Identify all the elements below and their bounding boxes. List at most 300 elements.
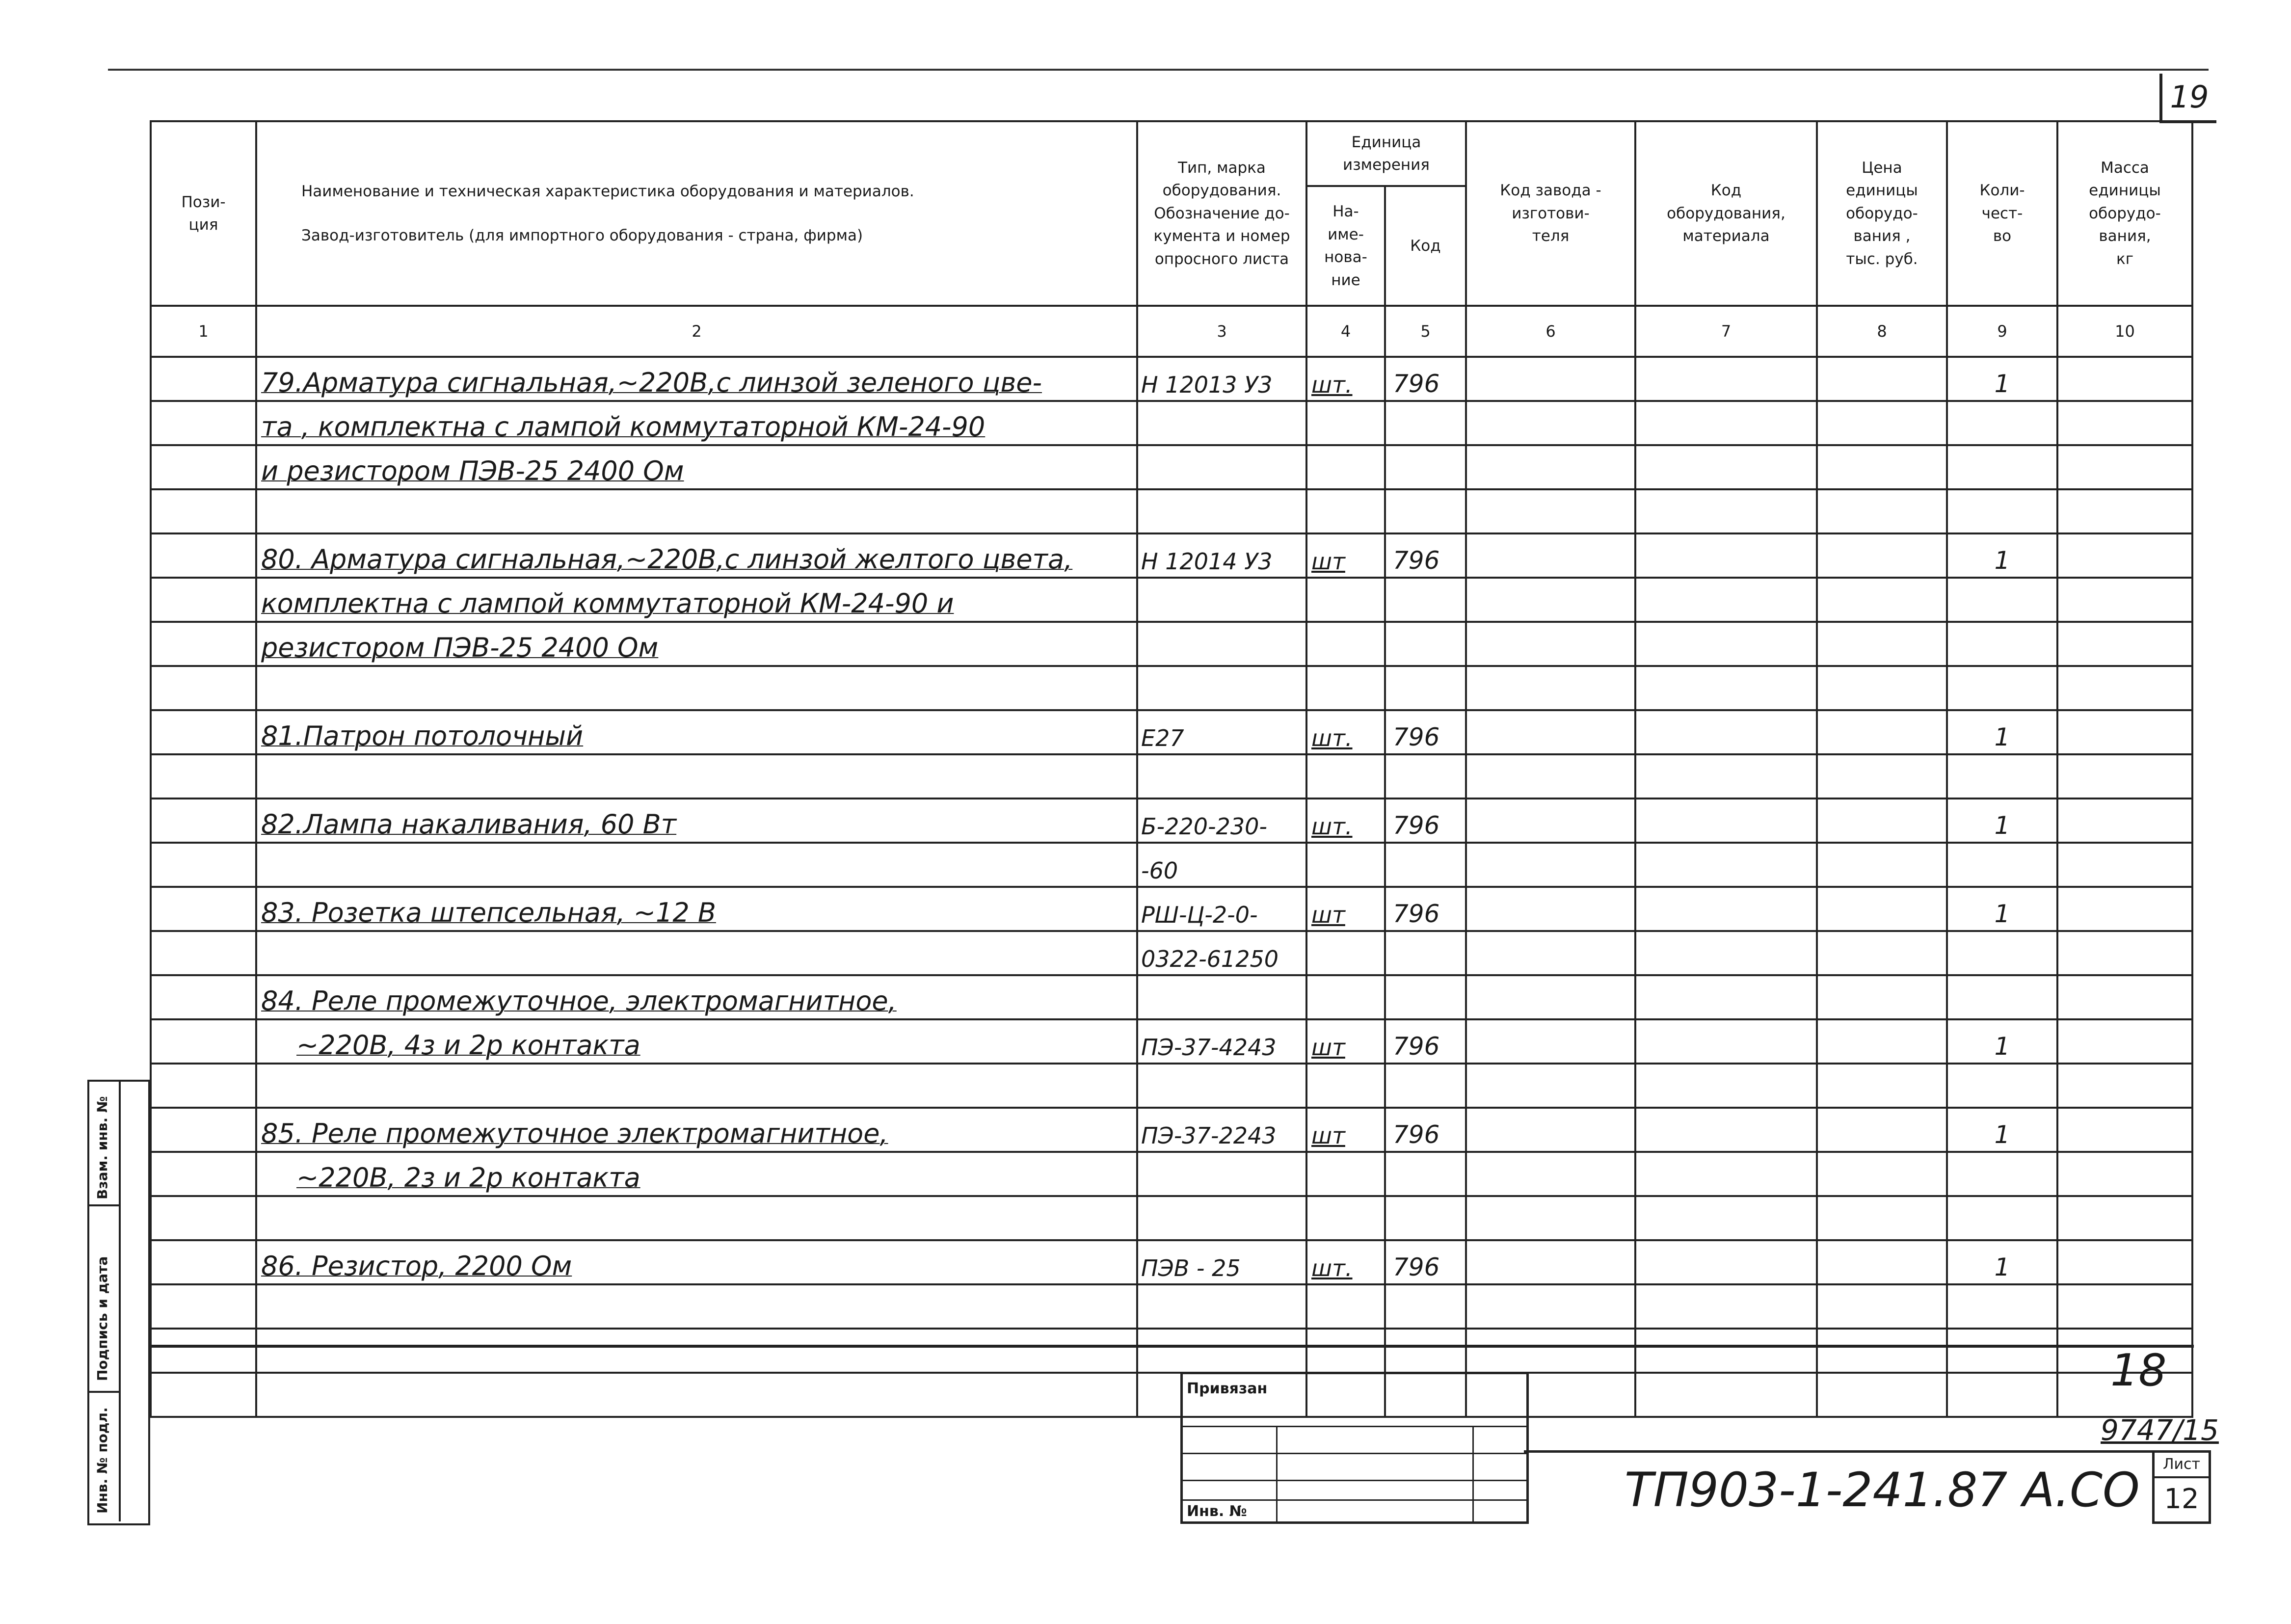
cell-price (1817, 1329, 1947, 1373)
cell-factory-code (1466, 533, 1635, 578)
column-number: 1 (151, 306, 256, 357)
column-number: 4 (1306, 306, 1385, 357)
cell-unit-code (1385, 1284, 1466, 1329)
cell-unit-name (1306, 1196, 1385, 1240)
cell-position (151, 1373, 256, 1417)
cell-position (151, 622, 256, 666)
cell-position (151, 975, 256, 1019)
cell-position (151, 1152, 256, 1196)
cell-factory-code (1466, 975, 1635, 1019)
cell-mass (2057, 445, 2192, 489)
cell-factory-code (1466, 1019, 1635, 1064)
cell-unit-name (1306, 1284, 1385, 1329)
cell-type (1137, 489, 1306, 533)
cell-quantity: 1 (1947, 357, 2057, 401)
cell-quantity: 1 (1947, 887, 2057, 931)
cell-quantity (1947, 1064, 2057, 1108)
cell-unit-code (1385, 622, 1466, 666)
cell-factory-code (1466, 843, 1635, 887)
cell-quantity: 1 (1947, 1019, 2057, 1064)
table-row (151, 710, 2192, 754)
cell-name (256, 1329, 1137, 1373)
table-row (151, 1108, 2192, 1152)
cell-equipment-code (1635, 887, 1817, 931)
cell-price (1817, 710, 1947, 754)
cell-unit-code: 796 (1385, 1240, 1466, 1284)
header-quantity: Коли- чест- во (1947, 121, 2057, 306)
cell-unit-code (1385, 401, 1466, 445)
cell-unit-code: 796 (1385, 1108, 1466, 1152)
cell-quantity (1947, 931, 2057, 975)
cell-quantity: 1 (1947, 710, 2057, 754)
cell-position (151, 754, 256, 799)
cell-name (256, 1373, 1137, 1417)
cell-unit-code (1385, 578, 1466, 622)
cell-position (151, 445, 256, 489)
cell-quantity: 1 (1947, 533, 2057, 578)
cell-equipment-code (1635, 533, 1817, 578)
cell-price (1817, 1284, 1947, 1329)
cell-factory-code (1466, 1284, 1635, 1329)
cell-type (1137, 401, 1306, 445)
strip-cell-vzam: Взам. инв. № (89, 1082, 121, 1206)
cell-name: 80. Арматура сигнальная,~220В,с линзой желтого цвета, (256, 533, 1137, 578)
cell-quantity: 1 (1947, 799, 2057, 843)
cell-price (1817, 1196, 1947, 1240)
cell-position (151, 931, 256, 975)
cell-position (151, 799, 256, 843)
cell-quantity (1947, 1196, 2057, 1240)
cell-quantity (1947, 1329, 2057, 1373)
document-code-line (1524, 1450, 2152, 1453)
cell-unit-code (1385, 666, 1466, 710)
cell-equipment-code (1635, 1329, 1817, 1373)
cell-name: та , комплектна с лампой коммутаторной КМ-24-90 (256, 401, 1137, 445)
stamp-line (1183, 1480, 1526, 1481)
cell-mass (2057, 710, 2192, 754)
cell-mass (2057, 401, 2192, 445)
table-row (151, 887, 2192, 931)
cell-unit-code (1385, 754, 1466, 799)
cell-mass (2057, 1152, 2192, 1196)
cell-price (1817, 931, 1947, 975)
cell-factory-code (1466, 887, 1635, 931)
cell-position (151, 1284, 256, 1329)
cell-quantity (1947, 666, 2057, 710)
list-number: 12 (2164, 1483, 2199, 1515)
cell-price (1817, 1240, 1947, 1284)
cell-unit-name (1306, 666, 1385, 710)
cell-name (256, 931, 1137, 975)
cell-unit-name (1306, 622, 1385, 666)
stamp-block (1180, 1372, 1529, 1524)
header-mass: Масса единицы оборудо- вания, кг (2057, 121, 2192, 306)
cell-mass (2057, 887, 2192, 931)
cell-name: 83. Розетка штепсельная, ~12 В (256, 887, 1137, 931)
cell-unit-code: 796 (1385, 357, 1466, 401)
cell-position (151, 710, 256, 754)
cell-mass (2057, 578, 2192, 622)
table-row (151, 1284, 2192, 1329)
cell-quantity (1947, 401, 2057, 445)
cell-factory-code (1466, 754, 1635, 799)
cell-equipment-code (1635, 754, 1817, 799)
cell-unit-name: шт. (1306, 799, 1385, 843)
stamp-line (1183, 1499, 1526, 1501)
cell-type (1137, 578, 1306, 622)
cell-equipment-code (1635, 1108, 1817, 1152)
cell-unit-name: шт (1306, 1019, 1385, 1064)
handwritten-number: 18 (2110, 1345, 2167, 1396)
cell-name (256, 1284, 1137, 1329)
stamp-line (1276, 1426, 1278, 1521)
cell-name: 86. Резистор, 2200 Ом (256, 1240, 1137, 1284)
cell-name (256, 1064, 1137, 1108)
cell-mass (2057, 975, 2192, 1019)
cell-unit-code: 796 (1385, 533, 1466, 578)
cell-equipment-code (1635, 1019, 1817, 1064)
cell-factory-code (1466, 1329, 1635, 1373)
header-unit-name: На- име- нова- ние (1306, 186, 1385, 306)
cell-factory-code (1466, 1196, 1635, 1240)
cell-price (1817, 622, 1947, 666)
cell-name: 84. Реле промежуточное, электромагнитное, (256, 975, 1137, 1019)
cell-mass (2057, 1196, 2192, 1240)
header-unit-group: Единица измерения (1306, 121, 1466, 186)
cell-mass (2057, 754, 2192, 799)
cell-type: ПЭ-37-2243 (1137, 1108, 1306, 1152)
cell-price (1817, 357, 1947, 401)
cell-quantity (1947, 975, 2057, 1019)
table-row (151, 357, 2192, 401)
cell-factory-code (1466, 1152, 1635, 1196)
cell-type: Н 12013 У3 (1137, 357, 1306, 401)
cell-equipment-code (1635, 975, 1817, 1019)
cell-mass (2057, 1064, 2192, 1108)
stamp-privyazan: Привязан (1187, 1380, 1268, 1397)
column-number: 5 (1385, 306, 1466, 357)
cell-mass (2057, 1019, 2192, 1064)
column-number: 3 (1137, 306, 1306, 357)
cell-equipment-code (1635, 1196, 1817, 1240)
cell-factory-code (1466, 357, 1635, 401)
cell-price (1817, 401, 1947, 445)
table-row (151, 533, 2192, 578)
cell-equipment-code (1635, 401, 1817, 445)
stamp-line (1183, 1426, 1526, 1427)
cell-equipment-code (1635, 357, 1817, 401)
document-code: ТП903-1-241.87 А.СО (1625, 1463, 2140, 1518)
cell-name (256, 843, 1137, 887)
cell-position (151, 1108, 256, 1152)
cell-unit-name (1306, 1329, 1385, 1373)
specification-rows (151, 357, 2192, 1417)
cell-equipment-code (1635, 1284, 1817, 1329)
cell-price (1817, 578, 1947, 622)
table-row (151, 1240, 2192, 1284)
cell-quantity (1947, 843, 2057, 887)
cell-price (1817, 843, 1947, 887)
cell-unit-name (1306, 445, 1385, 489)
strip-cell-podpis: Подпись и дата (89, 1204, 121, 1393)
cell-equipment-code (1635, 1240, 1817, 1284)
reference-number: 9747/15 (2101, 1413, 2219, 1447)
cell-position (151, 1064, 256, 1108)
cell-mass (2057, 666, 2192, 710)
cell-unit-code: 796 (1385, 799, 1466, 843)
cell-type (1137, 1196, 1306, 1240)
specification-table (150, 120, 2193, 1418)
cell-mass (2057, 1108, 2192, 1152)
column-number: 8 (1817, 306, 1947, 357)
cell-position (151, 1329, 256, 1373)
cell-price (1817, 1373, 1947, 1417)
table-row (151, 799, 2192, 843)
stamp-line (1472, 1426, 1474, 1521)
cell-type (1137, 1064, 1306, 1108)
table-row (151, 843, 2192, 887)
cell-quantity (1947, 489, 2057, 533)
cell-quantity (1947, 1284, 2057, 1329)
cell-unit-name (1306, 1064, 1385, 1108)
table-row (151, 1064, 2192, 1108)
header-equipment-code: Код оборудования, материала (1635, 121, 1817, 306)
cell-unit-name: шт. (1306, 1240, 1385, 1284)
cell-unit-name: шт (1306, 887, 1385, 931)
cell-position (151, 578, 256, 622)
cell-unit-code (1385, 1152, 1466, 1196)
cell-type: 0322-61250 (1137, 931, 1306, 975)
cell-equipment-code (1635, 666, 1817, 710)
cell-type: ПЭВ - 25 (1137, 1240, 1306, 1284)
top-border-line (108, 69, 2209, 71)
table-row (151, 666, 2192, 710)
cell-price (1817, 489, 1947, 533)
cell-name: 85. Реле промежуточное электромагнитное, (256, 1108, 1137, 1152)
cell-name (256, 754, 1137, 799)
header-name: Наименование и техническая характеристика оборудования и материалов. Завод-изготовитель (для импортного оборудования - страна, фирма) (256, 121, 1137, 306)
list-label: Лист (2155, 1453, 2209, 1478)
cell-mass (2057, 533, 2192, 578)
cell-unit-code (1385, 931, 1466, 975)
bottom-border-line (150, 1345, 2194, 1348)
cell-unit-name (1306, 401, 1385, 445)
column-number: 10 (2057, 306, 2192, 357)
cell-quantity (1947, 578, 2057, 622)
table-row (151, 445, 2192, 489)
header-type: Тип, марка оборудования. Обозначение до- кумента и номер опросного листа (1137, 121, 1306, 306)
cell-equipment-code (1635, 1064, 1817, 1108)
cell-name: ~220В, 4з и 2р контакта (256, 1019, 1137, 1064)
cell-factory-code (1466, 1240, 1635, 1284)
left-side-strip (87, 1080, 150, 1525)
cell-price (1817, 1019, 1947, 1064)
column-numbers-row (151, 306, 2192, 357)
cell-position (151, 1240, 256, 1284)
cell-type: Б-220-230- (1137, 799, 1306, 843)
cell-quantity: 1 (1947, 1240, 2057, 1284)
cell-name: 81.Патрон потолочный (256, 710, 1137, 754)
table-row (151, 1196, 2192, 1240)
table-row (151, 622, 2192, 666)
cell-unit-code (1385, 1329, 1466, 1373)
cell-unit-code (1385, 489, 1466, 533)
cell-unit-name (1306, 578, 1385, 622)
cell-unit-code (1385, 1064, 1466, 1108)
cell-factory-code (1466, 578, 1635, 622)
cell-unit-name (1306, 1152, 1385, 1196)
cell-quantity (1947, 754, 2057, 799)
cell-name: и резистором ПЭВ-25 2400 Ом (256, 445, 1137, 489)
cell-unit-code: 796 (1385, 710, 1466, 754)
cell-mass (2057, 489, 2192, 533)
cell-name (256, 489, 1137, 533)
cell-type: -60 (1137, 843, 1306, 887)
cell-mass (2057, 357, 2192, 401)
table-row (151, 931, 2192, 975)
cell-mass (2057, 931, 2192, 975)
cell-factory-code (1466, 710, 1635, 754)
cell-position (151, 1196, 256, 1240)
cell-factory-code (1466, 799, 1635, 843)
cell-price (1817, 533, 1947, 578)
cell-factory-code (1466, 666, 1635, 710)
cell-factory-code (1466, 401, 1635, 445)
column-number: 2 (256, 306, 1137, 357)
cell-factory-code (1466, 489, 1635, 533)
cell-factory-code (1466, 1108, 1635, 1152)
cell-unit-name (1306, 489, 1385, 533)
column-number: 7 (1635, 306, 1817, 357)
cell-unit-name: шт. (1306, 357, 1385, 401)
cell-quantity (1947, 622, 2057, 666)
stamp-inv-no: Инв. № (1187, 1503, 1247, 1520)
header-factory-code: Код завода - изготови- теля (1466, 121, 1635, 306)
table-row (151, 1019, 2192, 1064)
cell-unit-code (1385, 1196, 1466, 1240)
cell-type: ПЭ-37-4243 (1137, 1019, 1306, 1064)
cell-equipment-code (1635, 1373, 1817, 1417)
cell-type (1137, 975, 1306, 1019)
cell-type (1137, 754, 1306, 799)
cell-type: Н 12014 У3 (1137, 533, 1306, 578)
cell-price (1817, 1064, 1947, 1108)
cell-factory-code (1466, 1064, 1635, 1108)
table-row (151, 1152, 2192, 1196)
cell-price (1817, 975, 1947, 1019)
cell-position (151, 533, 256, 578)
cell-quantity (1947, 1373, 2057, 1417)
cell-position (151, 489, 256, 533)
table-row (151, 578, 2192, 622)
cell-equipment-code (1635, 710, 1817, 754)
cell-position (151, 357, 256, 401)
table-row (151, 754, 2192, 799)
cell-factory-code (1466, 445, 1635, 489)
sheet-list-box (2152, 1450, 2211, 1524)
cell-unit-name (1306, 843, 1385, 887)
cell-name: резистором ПЭВ-25 2400 Ом (256, 622, 1137, 666)
cell-quantity (1947, 1152, 2057, 1196)
cell-name: ~220В, 2з и 2р контакта (256, 1152, 1137, 1196)
cell-unit-name: шт. (1306, 710, 1385, 754)
cell-type (1137, 1152, 1306, 1196)
cell-position (151, 401, 256, 445)
cell-name: 79.Арматура сигнальная,~220В,с линзой зеленого цве- (256, 357, 1137, 401)
cell-price (1817, 666, 1947, 710)
column-number: 9 (1947, 306, 2057, 357)
cell-type: РШ-Ц-2-0- (1137, 887, 1306, 931)
cell-unit-code (1385, 975, 1466, 1019)
stamp-line (1183, 1453, 1526, 1454)
cell-equipment-code (1635, 931, 1817, 975)
cell-unit-code: 796 (1385, 887, 1466, 931)
cell-mass (2057, 622, 2192, 666)
cell-mass (2057, 1240, 2192, 1284)
cell-type (1137, 445, 1306, 489)
header-price: Цена единицы оборудо- вания , тыс. руб. (1817, 121, 1947, 306)
cell-type (1137, 622, 1306, 666)
cell-unit-name (1306, 754, 1385, 799)
cell-factory-code (1466, 931, 1635, 975)
cell-type: Е27 (1137, 710, 1306, 754)
cell-unit-name (1306, 931, 1385, 975)
cell-type (1137, 1284, 1306, 1329)
cell-position (151, 887, 256, 931)
cell-quantity: 1 (1947, 1108, 2057, 1152)
cell-unit-name: шт (1306, 1108, 1385, 1152)
cell-type (1137, 666, 1306, 710)
cell-name (256, 1196, 1137, 1240)
cell-price (1817, 799, 1947, 843)
header-position: Пози- ция (151, 121, 256, 306)
table-row (151, 489, 2192, 533)
cell-unit-code (1385, 843, 1466, 887)
sheet-number: 19 (2159, 74, 2216, 123)
cell-position (151, 843, 256, 887)
cell-name: комплектна с лампой коммутаторной КМ-24-90 и (256, 578, 1137, 622)
cell-unit-code: 796 (1385, 1019, 1466, 1064)
cell-position (151, 666, 256, 710)
cell-position (151, 1019, 256, 1064)
cell-mass (2057, 843, 2192, 887)
cell-mass (2057, 799, 2192, 843)
cell-unit-name: шт (1306, 533, 1385, 578)
table-row (151, 1373, 2192, 1417)
cell-equipment-code (1635, 578, 1817, 622)
cell-price (1817, 754, 1947, 799)
cell-name: 82.Лампа накаливания, 60 Вт (256, 799, 1137, 843)
cell-factory-code (1466, 622, 1635, 666)
cell-quantity (1947, 445, 2057, 489)
table-row (151, 1329, 2192, 1373)
cell-equipment-code (1635, 445, 1817, 489)
cell-unit-code (1385, 445, 1466, 489)
header-unit-code: Код (1385, 186, 1466, 306)
table-row (151, 975, 2192, 1019)
cell-price (1817, 1108, 1947, 1152)
cell-equipment-code (1635, 622, 1817, 666)
cell-price (1817, 887, 1947, 931)
cell-equipment-code (1635, 1152, 1817, 1196)
table-row (151, 401, 2192, 445)
cell-price (1817, 1152, 1947, 1196)
cell-equipment-code (1635, 489, 1817, 533)
column-number: 6 (1466, 306, 1635, 357)
cell-price (1817, 445, 1947, 489)
cell-name (256, 666, 1137, 710)
strip-cell-inv: Инв. № подл. (89, 1391, 121, 1521)
